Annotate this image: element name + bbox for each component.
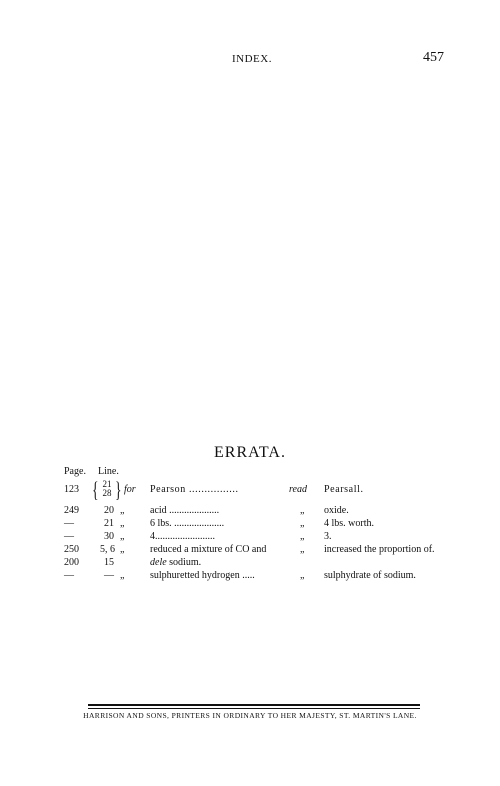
errata-page: 250 — [64, 544, 79, 555]
right-text: 3. — [324, 531, 332, 542]
errata-row — [0, 505, 500, 519]
errata-title: ERRATA. — [214, 444, 286, 461]
errata-line: 20 — [104, 505, 114, 516]
errata-line: 21 — [104, 518, 114, 529]
errata-line: 30 — [104, 531, 114, 542]
ditto-mark: „ — [120, 544, 125, 555]
wrong-text: sulphuretted hydrogen ..... — [150, 570, 255, 581]
ditto-mark: „ — [300, 544, 305, 555]
errata-page: 123 — [64, 484, 79, 495]
ditto-mark: „ — [300, 518, 305, 529]
line-a: 21 — [102, 479, 112, 489]
errata-line: 5, 6 — [100, 544, 115, 555]
right-text: Pearsall. — [324, 484, 364, 495]
right-text: sulphydrate of sodium. — [324, 570, 416, 581]
line-stack — [100, 480, 114, 498]
errata-page: 200 — [64, 557, 79, 568]
right-text: increased the proportion of. — [324, 544, 435, 555]
ditto-mark: „ — [120, 518, 125, 529]
footer-rule-thin — [88, 708, 420, 709]
running-head — [0, 50, 500, 70]
right-text: 4 lbs. worth. — [324, 518, 374, 529]
page-number: 457 — [423, 50, 444, 65]
ditto-mark: „ — [120, 531, 125, 542]
errata-row — [0, 518, 500, 532]
dele-label: dele — [150, 557, 167, 568]
ditto-mark: „ — [300, 505, 305, 516]
left-brace: { — [92, 477, 99, 502]
errata-page: 249 — [64, 505, 79, 516]
wrong-text: reduced a mixture of CO and — [150, 544, 267, 555]
read-label: read — [289, 484, 307, 495]
wrong-text — [150, 557, 201, 568]
errata-page: — — [64, 570, 74, 581]
errata-page: — — [64, 518, 74, 529]
line-b: 28 — [102, 488, 112, 498]
errata-page: — — [64, 531, 74, 542]
right-text: oxide. — [324, 505, 349, 516]
errata-row — [0, 557, 500, 571]
footer-rule-thick — [88, 704, 420, 706]
wrong-text: 4........................ — [150, 531, 215, 542]
wrong-text: Pearson ................ — [150, 484, 239, 495]
errata-row — [0, 531, 500, 545]
wrong-text: 6 lbs. .................... — [150, 518, 225, 529]
page-column-header: Page. — [64, 466, 86, 477]
errata-line: 15 — [104, 557, 114, 568]
wrong-rest: sodium. — [166, 557, 202, 568]
line-column-header: Line. — [98, 466, 119, 477]
wrong-text: acid .................... — [150, 505, 220, 516]
printer-imprint: HARRISON AND SONS, PRINTERS IN ORDINARY TO HER MAJESTY, ST. MARTIN'S LANE. — [83, 711, 417, 720]
errata-row — [0, 570, 500, 584]
ditto-mark: „ — [300, 531, 305, 542]
errata-row — [0, 477, 500, 504]
ditto-mark: „ — [120, 505, 125, 516]
running-title: INDEX. — [232, 53, 272, 65]
ditto-mark: „ — [120, 570, 125, 581]
ditto-mark: „ — [300, 570, 305, 581]
errata-line: — — [104, 570, 114, 581]
for-label: for — [124, 484, 136, 495]
right-brace: } — [115, 477, 122, 502]
errata-row — [0, 544, 500, 558]
